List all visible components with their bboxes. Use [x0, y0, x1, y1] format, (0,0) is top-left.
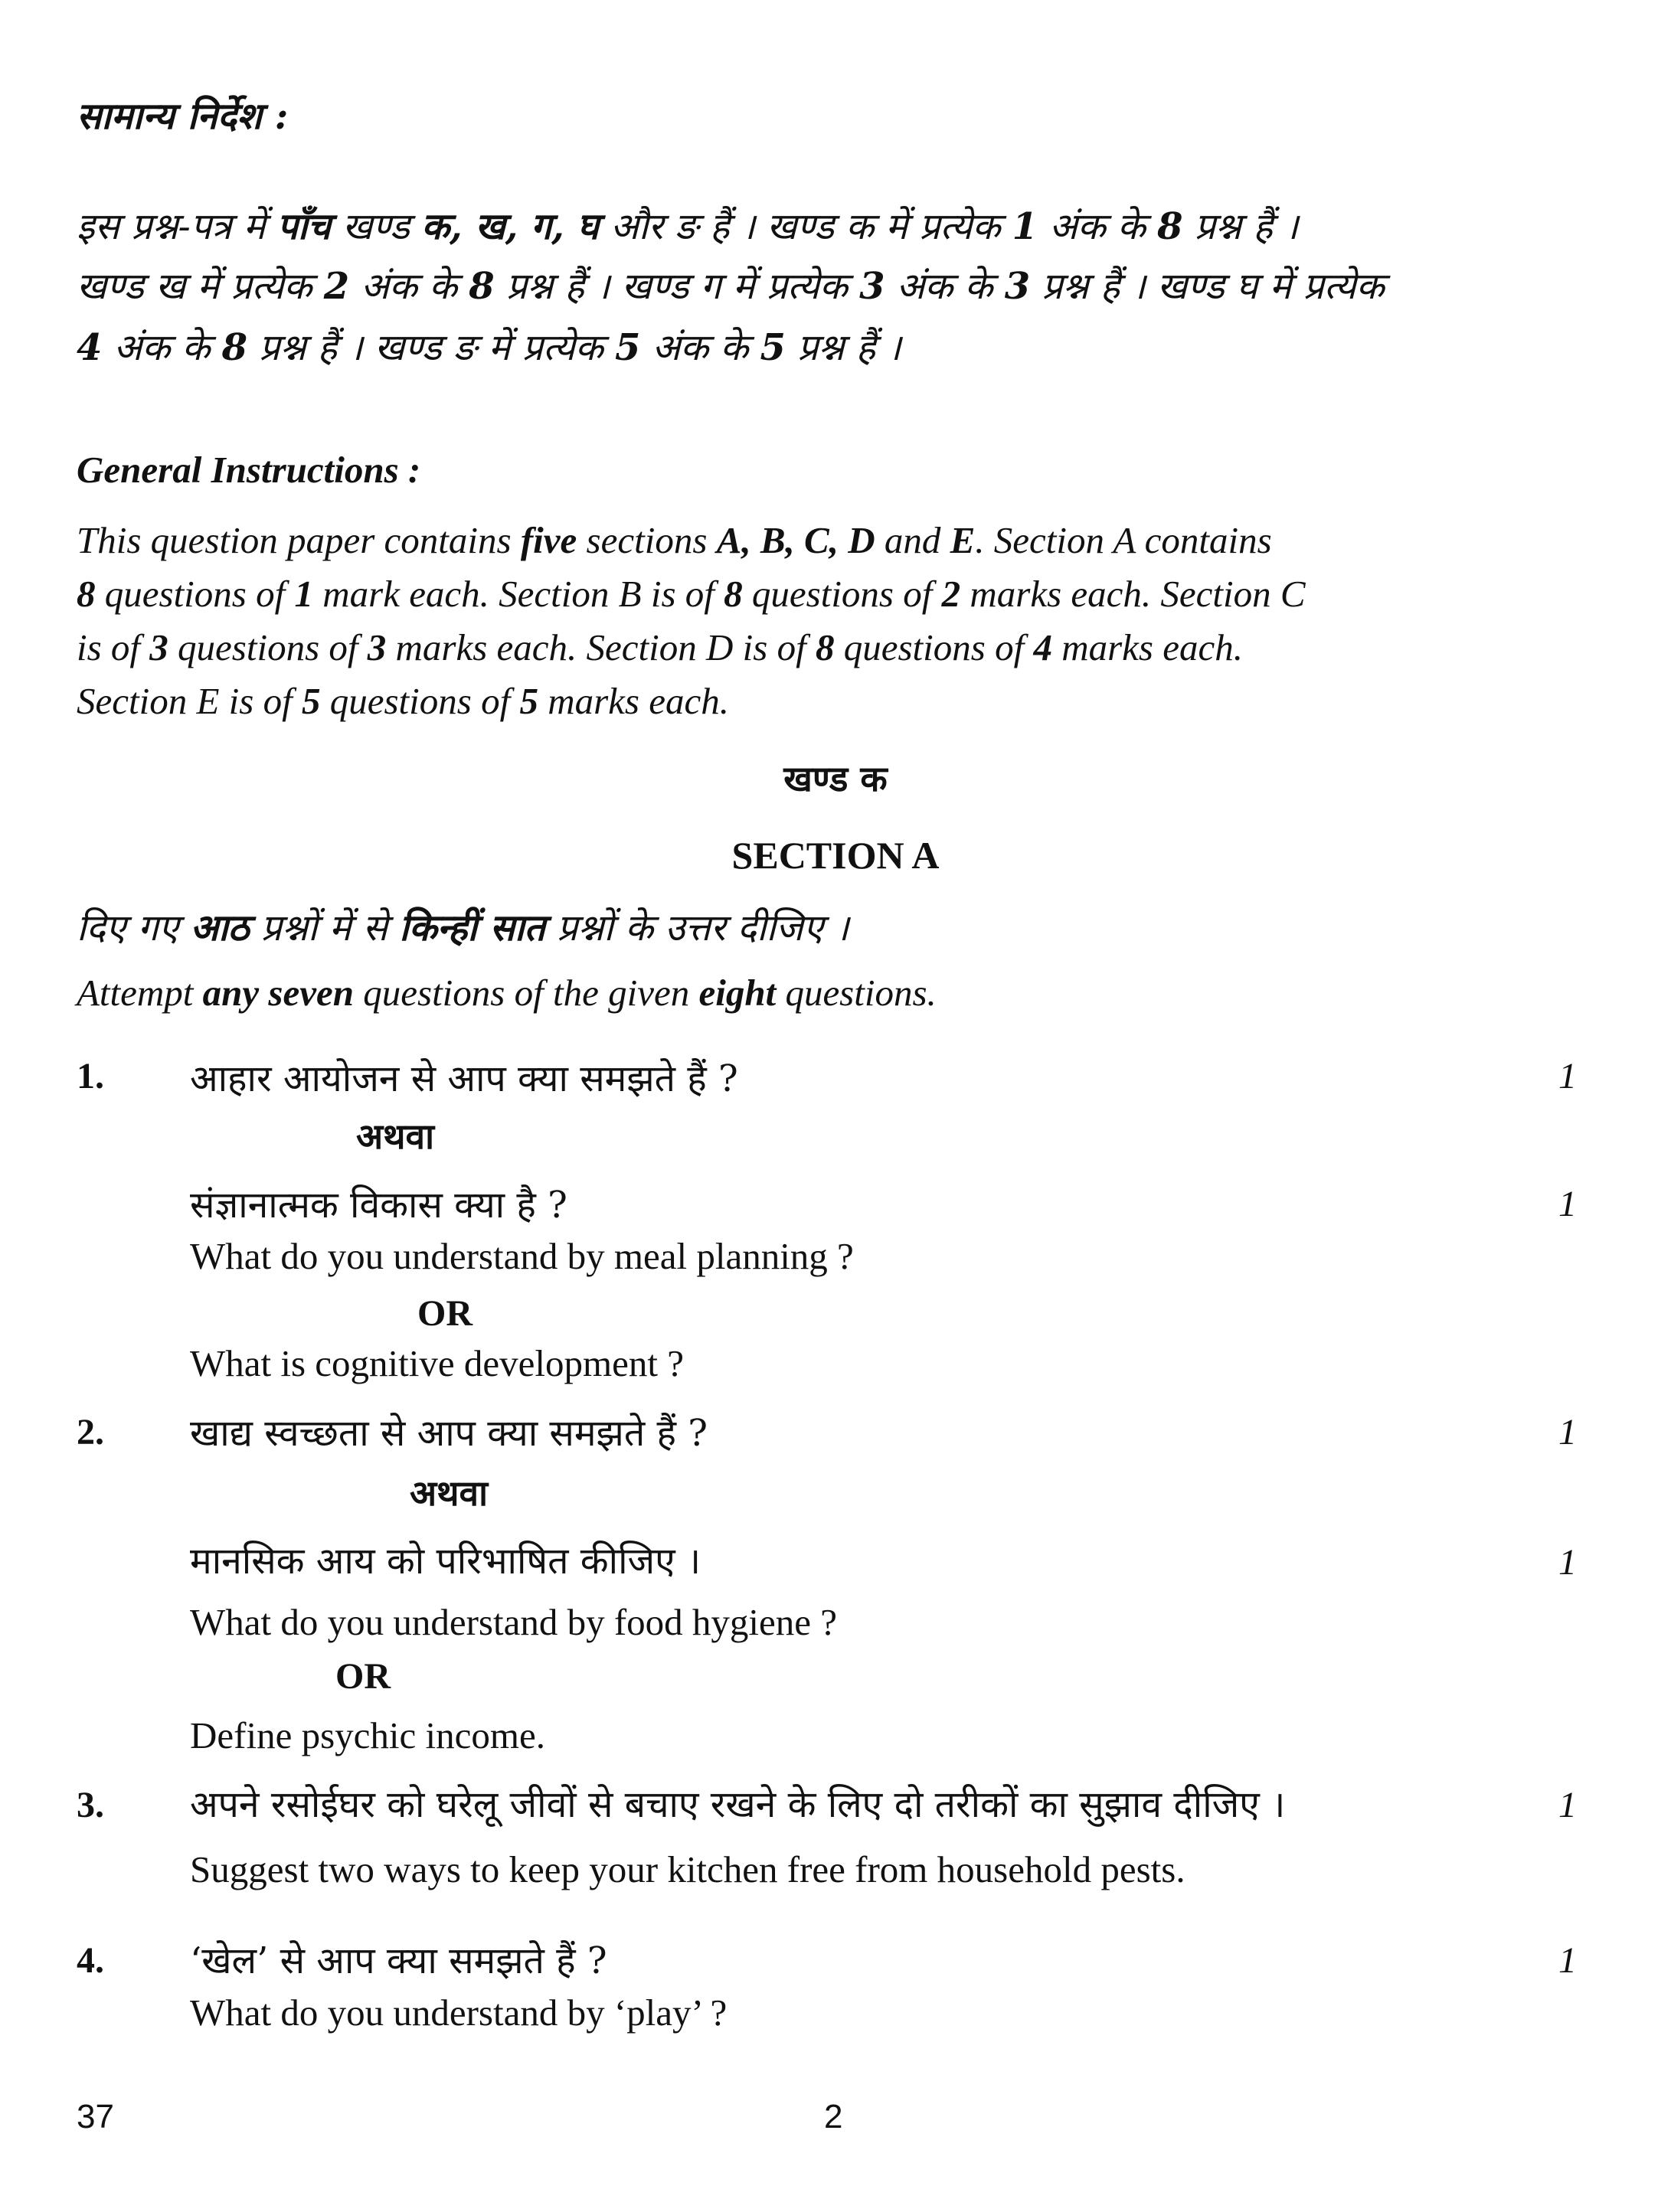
hindi-instructions-line-1: इस प्रश्न-पत्र में पाँच खण्ड क, ख, ग, घ और ङ हैं । खण्ड क में प्रत्येक 1 अंक के 8 प्रश्न हैं ।: [77, 205, 1299, 248]
question-alt-mark: 1: [1558, 1542, 1577, 1583]
question-english: Suggest two ways to keep your kitchen free from household pests.: [190, 1848, 1185, 1890]
section-title-hindi: खण्ड क: [783, 758, 888, 799]
question-english: What do you understand by ‘play’ ?: [190, 1991, 728, 2034]
question-hindi: खाद्य स्वच्छता से आप क्या समझते हैं ?: [190, 1412, 708, 1455]
paper-code: 37: [77, 2098, 114, 2135]
hindi-instructions-heading: सामान्य निर्देश :: [77, 95, 289, 138]
english-instructions-line-3: is of 3 questions of 3 marks each. Section D is of 8 questions of 4 marks each.: [77, 626, 1243, 668]
question-number: 2.: [77, 1412, 104, 1452]
english-or-label: OR: [417, 1293, 473, 1334]
english-instructions-line-1: This question paper contains five sections A, B, C, D and E. Section A contains: [77, 519, 1272, 561]
question-english: What do you understand by food hygiene ?: [190, 1601, 838, 1643]
section-note-hindi: दिए गए आठ प्रश्नों में से किन्हीं सात प्रश्नों के उत्तर दीजिए ।: [77, 907, 849, 949]
question-hindi: ‘खेल’ से आप क्या समझते हैं ?: [190, 1939, 607, 1982]
question-number: 1.: [77, 1056, 104, 1096]
english-instructions-line-2: 8 questions of 1 mark each. Section B is of 8 questions of 2 marks each. Section C: [77, 573, 1306, 615]
question-number: 4.: [77, 1940, 104, 1981]
english-instructions-heading: General Instructions :: [77, 449, 421, 491]
question-mark: 1: [1558, 1412, 1577, 1452]
page-number: 2: [824, 2098, 843, 2135]
question-hindi-alt: मानसिक आय को परिभाषित कीजिए ।: [190, 1540, 701, 1583]
hindi-or-label: अथवा: [410, 1472, 489, 1514]
hindi-instructions-line-3: 4 अंक के 8 प्रश्न हैं । खण्ड ङ में प्रत्येक 5 अंक के 5 प्रश्न हैं ।: [77, 326, 901, 369]
question-hindi-alt: संज्ञानात्मक विकास क्या है ?: [190, 1184, 567, 1227]
section-note-english: Attempt any seven questions of the given eight questions.: [77, 972, 937, 1014]
question-mark: 1: [1558, 1785, 1577, 1825]
hindi-or-label: अथवा: [356, 1116, 435, 1157]
question-english-alt: What is cognitive development ?: [190, 1342, 684, 1384]
english-or-label: OR: [335, 1656, 391, 1697]
question-alt-mark: 1: [1558, 1184, 1577, 1224]
question-mark: 1: [1558, 1940, 1577, 1981]
question-english: What do you understand by meal planning ?: [190, 1235, 854, 1277]
hindi-instructions-line-2: खण्ड ख में प्रत्येक 2 अंक के 8 प्रश्न हैं । खण्ड ग में प्रत्येक 3 अंक के 3 प्रश्न हैं । खण्ड घ में प्रत्येक: [77, 265, 1385, 308]
question-hindi: आहार आयोजन से आप क्या समझते हैं ?: [190, 1057, 738, 1100]
section-title-english: SECTION A: [731, 834, 940, 877]
question-hindi: अपने रसोईघर को घरेलू जीवों से बचाए रखने के लिए दो तरीकों का सुझाव दीजिए ।: [190, 1783, 1286, 1826]
question-number: 3.: [77, 1785, 104, 1825]
question-mark: 1: [1558, 1056, 1577, 1096]
question-english-alt: Define psychic income.: [190, 1714, 545, 1756]
english-instructions-line-4: Section E is of 5 questions of 5 marks each.: [77, 680, 729, 722]
